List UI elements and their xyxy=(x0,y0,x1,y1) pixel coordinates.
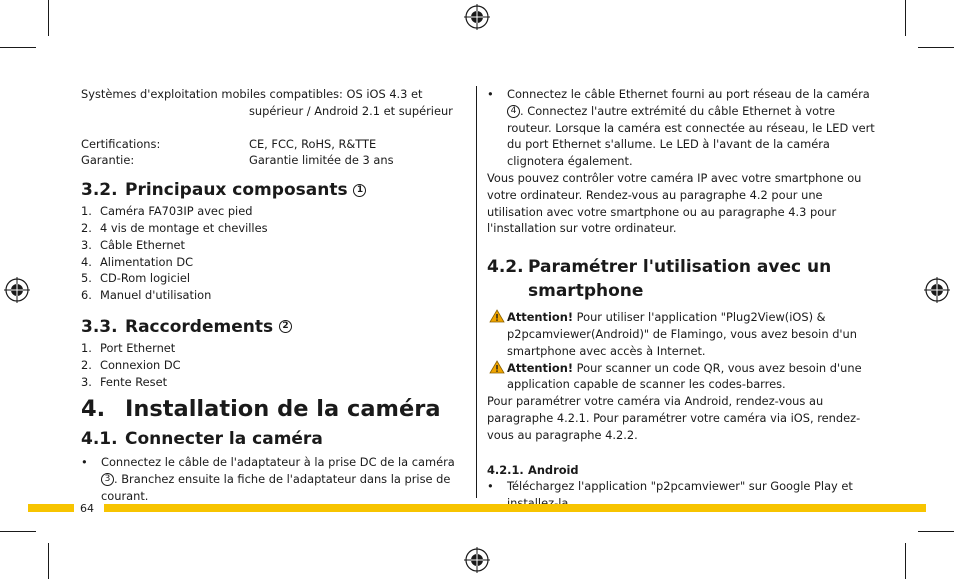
spec-os: Systèmes d'exploitation mobiles compatibles: OS iOS 4.3 et xyxy=(81,87,423,101)
list-item-text: Connexion DC xyxy=(100,357,181,372)
bullet-icon: • xyxy=(487,479,494,494)
crop-mark xyxy=(918,531,954,532)
chapter-title: Installation de la caméra xyxy=(125,396,441,423)
footer-bar-right xyxy=(104,504,926,512)
list-item-text: Port Ethernet xyxy=(100,340,176,355)
spec-key: Certifications: xyxy=(81,136,161,151)
bullet-text: . Branchez ensuite la fiche de l'adaptateur dans la prise de courant. xyxy=(101,472,451,503)
reference-number-icon: 3 xyxy=(101,473,114,486)
list-item-number: 5. xyxy=(81,271,92,286)
subsection-heading xyxy=(487,462,877,479)
warning-note xyxy=(487,309,877,359)
warning-text: Pour scanner un code QR, vous avez besoin d'une application capable de scanner les codes-barres. xyxy=(507,360,862,392)
spec-certifications xyxy=(81,136,461,153)
section-title: Principaux composants xyxy=(125,180,348,201)
crop-mark xyxy=(905,543,906,579)
spec-key: Garantie: xyxy=(81,153,135,168)
warning-label: Attention! xyxy=(507,310,574,325)
paragraph: Pour paramétrer votre caméra via Android, rendez-vous au paragraphe 4.2.1. Pour paramétrer votre caméra via iOS, rendez-vous au paragraphe 4.2.2. xyxy=(487,394,861,442)
reference-number-icon: 4 xyxy=(507,105,520,118)
section-heading xyxy=(81,179,461,201)
list-item-number: 2. xyxy=(81,357,92,372)
crop-mark xyxy=(0,531,36,532)
crop-mark xyxy=(905,0,906,36)
bullet-text: Connectez le câble de l'adaptateur à la prise DC de la caméra xyxy=(101,455,455,470)
section-number: 3.3. xyxy=(81,316,118,337)
connections-list xyxy=(81,340,461,390)
list-item-number: 1. xyxy=(81,340,92,355)
left-column xyxy=(81,86,461,505)
reference-number-icon: 2 xyxy=(279,320,292,333)
bullet-icon: • xyxy=(81,455,88,470)
crop-mark xyxy=(48,543,49,579)
subsection-number: 4.2.1. xyxy=(487,462,524,477)
list-item-text: Manuel d'utilisation xyxy=(100,288,212,303)
footer-bar-left xyxy=(28,504,74,512)
list-item xyxy=(81,287,461,304)
components-list xyxy=(81,203,461,304)
list-item xyxy=(81,220,461,237)
warning-text: Pour utiliser l'application "Plug2View(iOS) & p2pcamviewer(Android)" de Flamingo, vous avez besoin d'un smartphone avec accès à Internet. xyxy=(507,310,857,358)
section-heading xyxy=(487,255,877,303)
list-item xyxy=(487,86,877,170)
section-number: 4.2. xyxy=(487,257,524,278)
crop-mark xyxy=(48,0,49,36)
bullet-icon: • xyxy=(487,87,494,101)
bullet-text: . Connectez l'autre extrémité du câble Ethernet à votre routeur. Lorsque la caméra est connectée au réseau, le LED vert du port Ethernet s'allume. Le LED à l'avant de la caméra clignotera également. xyxy=(507,103,875,169)
spec-os-continued: supérieur / Android 2.1 et supérieur xyxy=(249,103,453,118)
reference-number-icon: 1 xyxy=(353,184,366,197)
subsection-title: Android xyxy=(528,462,579,477)
list-item-number: 6. xyxy=(81,288,92,303)
crop-mark xyxy=(918,47,954,48)
registration-mark-icon xyxy=(4,277,30,303)
section-title: Connecter la caméra xyxy=(125,429,323,450)
list-item xyxy=(81,203,461,220)
registration-mark-icon xyxy=(464,4,490,30)
section-title: Raccordements xyxy=(125,316,274,337)
list-item-text: Fente Reset xyxy=(100,374,168,389)
registration-mark-icon xyxy=(464,547,490,573)
list-item xyxy=(81,357,461,374)
bullet-text: Téléchargez l'application "p2pcamviewer" sur Google Play et xyxy=(507,479,853,494)
list-item xyxy=(81,374,461,391)
list-item-number: 1. xyxy=(81,204,92,219)
list-item-text: Câble Ethernet xyxy=(100,237,186,252)
list-item-text: 4 vis de montage et chevilles xyxy=(100,220,268,235)
bullet-text: Connectez le câble Ethernet fourni au port réseau de la caméra xyxy=(507,87,870,101)
warning-label: Attention! xyxy=(507,360,574,375)
chapter-number: 4. xyxy=(81,396,106,423)
section-number: 3.2. xyxy=(81,180,118,201)
section-heading xyxy=(81,316,461,338)
list-item xyxy=(81,340,461,357)
section-title: Paramétrer l'utilisation avec un smartphone xyxy=(528,257,832,302)
list-item-number: 4. xyxy=(81,254,92,269)
chapter-heading xyxy=(81,396,461,422)
list-item-number: 3. xyxy=(81,374,92,389)
list-item-number: 2. xyxy=(81,220,92,235)
section-number: 4.1. xyxy=(81,429,118,450)
registration-mark-icon xyxy=(924,277,950,303)
list-item-text: CD-Rom logiciel xyxy=(100,271,191,286)
warning-icon xyxy=(487,360,507,394)
list-item xyxy=(81,454,461,504)
column-divider xyxy=(476,86,477,498)
spec-warranty xyxy=(81,152,461,169)
list-item xyxy=(81,254,461,271)
crop-mark xyxy=(0,47,36,48)
spec-value: Garantie limitée de 3 ans xyxy=(249,153,394,168)
list-item-number: 3. xyxy=(81,237,92,252)
warning-icon xyxy=(487,309,507,359)
spec-value: CE, FCC, RoHS, R&TTE xyxy=(249,136,377,151)
paragraph: Vous pouvez contrôler votre caméra IP avec votre smartphone ou votre ordinateur. Rendez-vous au paragraphe 4.2 pour une utilisation avec votre smartphone ou au paragraphe 4.3 pour l'installation sur votre ordinateur. xyxy=(487,170,862,236)
list-item-text: Alimentation DC xyxy=(100,254,194,269)
list-item xyxy=(81,270,461,287)
warning-note xyxy=(487,360,877,394)
page-number: 64 xyxy=(80,502,94,515)
right-column xyxy=(487,86,877,512)
section-heading xyxy=(81,428,461,450)
list-item-text: Caméra FA703IP avec pied xyxy=(100,204,253,219)
list-item xyxy=(81,237,461,254)
